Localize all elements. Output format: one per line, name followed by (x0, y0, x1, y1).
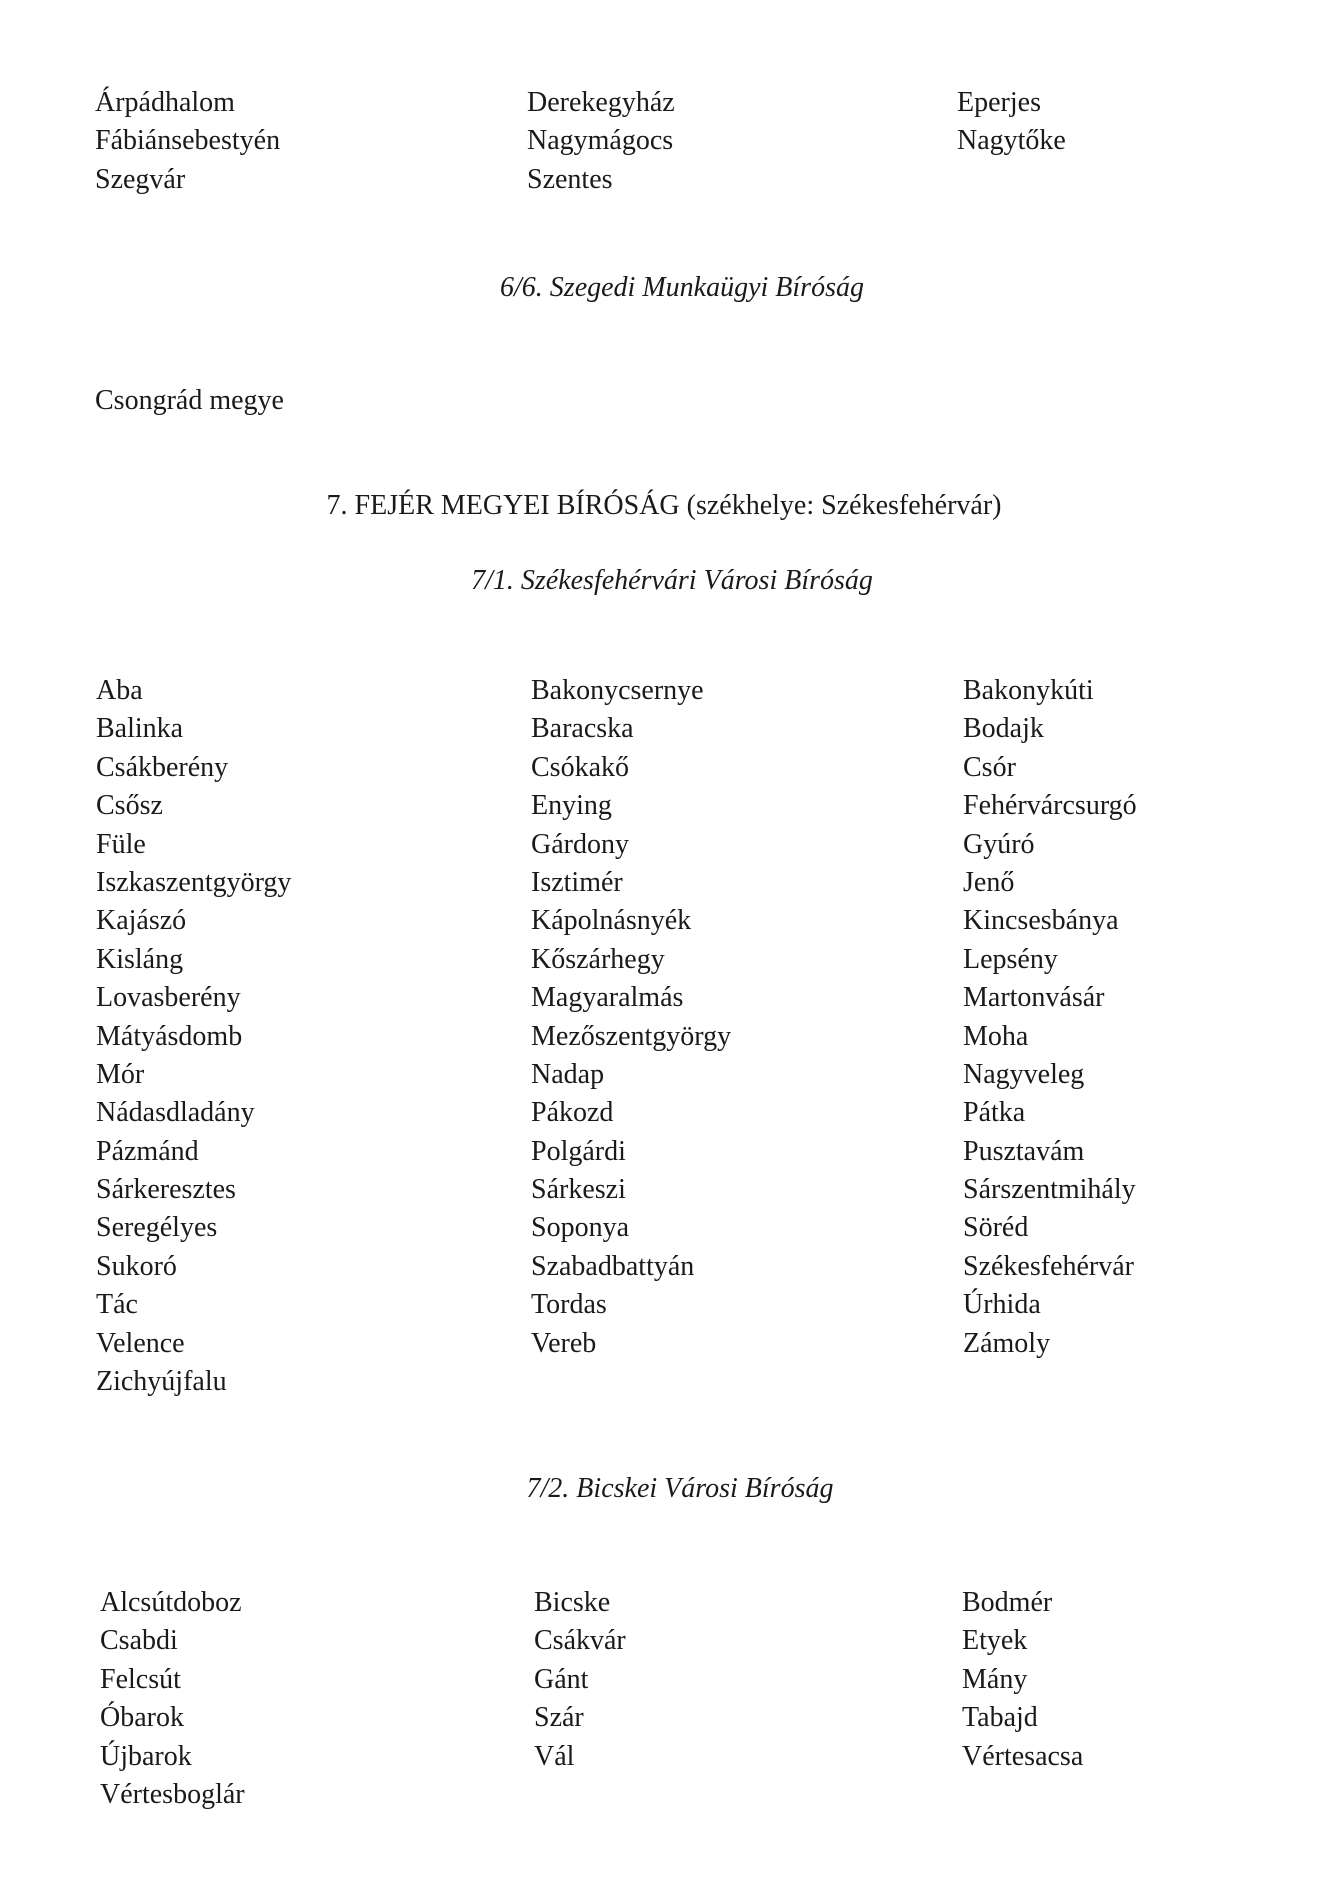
municipality-name: Mezőszentgyörgy (531, 1020, 732, 1052)
municipality-name: Nagymágocs (527, 125, 674, 157)
municipality-name: Nagyveleg (963, 1058, 1085, 1090)
municipality-name: Árpádhalom (95, 87, 235, 118)
municipality-name: Fehérvárcsurgó (963, 790, 1137, 822)
municipality-name: Csősz (96, 790, 163, 822)
municipality-name: Szegvár (95, 163, 186, 195)
municipality-name: Kajászó (96, 905, 187, 937)
municipality-name: Kincsesbánya (963, 905, 1119, 937)
municipality-name: Tác (96, 1289, 138, 1321)
municipality-name: Újbarok (100, 1740, 192, 1772)
municipality-name: Tabajd (962, 1702, 1038, 1734)
list-7-2-column-1 (100, 1584, 245, 1814)
municipality-name: Szabadbattyán (531, 1250, 695, 1282)
list-7-1-column-3 (963, 672, 1137, 1363)
municipality-name: Aba (96, 675, 143, 706)
csongrad-megye-label: Csongrád megye (95, 385, 284, 416)
municipality-name: Óbarok (100, 1702, 184, 1734)
municipality-name: Kőszárhegy (531, 943, 665, 975)
municipality-name: Lovasberény (96, 982, 241, 1014)
municipality-name: Baracska (531, 713, 634, 745)
municipality-name: Úrhida (963, 1289, 1041, 1321)
municipality-name: Csókakő (531, 751, 629, 783)
csongrad-list-column-1 (95, 84, 280, 199)
municipality-name: Gánt (534, 1663, 589, 1695)
municipality-name: Vértesacsa (962, 1740, 1084, 1772)
municipality-name: Kápolnásnyék (531, 905, 692, 937)
municipality-name: Gyúró (963, 828, 1035, 860)
heading-7-1: 7/1. Székesfehérvári Városi Bíróság (471, 565, 873, 596)
municipality-name: Alcsútdoboz (100, 1587, 242, 1618)
municipality-name: Vértesboglár (100, 1778, 245, 1810)
municipality-name: Csákberény (96, 751, 229, 783)
municipality-name: Csór (963, 751, 1016, 783)
municipality-name: Martonvásár (963, 982, 1105, 1014)
municipality-name: Bodmér (962, 1587, 1053, 1618)
csongrad-list-column-3 (957, 84, 1066, 161)
csongrad-list-column-2 (527, 84, 675, 199)
municipality-name: Lepsény (963, 943, 1058, 975)
municipality-name: Polgárdi (531, 1135, 626, 1167)
municipality-name: Füle (96, 828, 146, 860)
municipality-name: Nadap (531, 1058, 605, 1090)
municipality-name: Mány (962, 1663, 1028, 1695)
municipality-name: Mátyásdomb (96, 1020, 243, 1052)
municipality-name: Magyaralmás (531, 982, 684, 1014)
municipality-name: Enying (531, 790, 612, 822)
municipality-name: Pákozd (531, 1097, 614, 1129)
municipality-name: Bodajk (963, 713, 1044, 745)
municipality-name: Bakonycsernye (531, 675, 704, 706)
municipality-name: Gárdony (531, 828, 629, 860)
municipality-name: Sárkeszi (531, 1174, 626, 1206)
municipality-name: Jenő (963, 866, 1015, 898)
municipality-name: Zámoly (963, 1327, 1051, 1359)
list-7-1-column-1 (96, 672, 291, 1401)
municipality-name: Pátka (963, 1097, 1026, 1129)
list-7-2-column-3 (962, 1584, 1083, 1776)
municipality-name: Balinka (96, 713, 184, 745)
municipality-name: Fábiánsebestyén (95, 125, 281, 157)
municipality-name: Etyek (962, 1625, 1028, 1657)
municipality-name: Seregélyes (96, 1212, 218, 1244)
municipality-name: Moha (963, 1020, 1029, 1052)
list-7-1-column-2 (531, 672, 731, 1363)
municipality-name: Soponya (531, 1212, 629, 1244)
municipality-name: Felcsút (100, 1663, 181, 1695)
municipality-name: Szár (534, 1702, 584, 1734)
municipality-name: Bakonykúti (963, 675, 1094, 706)
list-7-2-column-2 (534, 1584, 626, 1776)
municipality-name: Mór (96, 1058, 145, 1090)
municipality-name: Söréd (963, 1212, 1029, 1244)
municipality-name: Bicske (534, 1587, 611, 1618)
heading-7-fejer-megyei-birosag: 7. FEJÉR MEGYEI BÍRÓSÁG (székhelye: Székesfehérvár) (326, 490, 1002, 521)
municipality-name: Derekegyház (527, 87, 675, 118)
municipality-name: Sukoró (96, 1250, 177, 1282)
municipality-name: Vereb (531, 1327, 597, 1359)
municipality-name: Tordas (531, 1289, 607, 1321)
municipality-name: Pázmánd (96, 1135, 199, 1167)
municipality-name: Székesfehérvár (963, 1250, 1135, 1282)
municipality-name: Nádasdladány (96, 1097, 255, 1129)
municipality-name: Eperjes (957, 87, 1041, 118)
municipality-name: Vál (534, 1740, 575, 1772)
municipality-name: Csabdi (100, 1625, 178, 1657)
municipality-name: Sárszentmihály (963, 1174, 1136, 1206)
municipality-name: Csákvár (534, 1625, 626, 1657)
municipality-name: Szentes (527, 163, 613, 195)
municipality-name: Sárkeresztes (96, 1174, 236, 1206)
heading-6-6: 6/6. Szegedi Munkaügyi Bíróság (500, 272, 864, 303)
municipality-name: Pusztavám (963, 1135, 1085, 1167)
municipality-name: Velence (96, 1327, 185, 1359)
municipality-name: Kisláng (96, 943, 184, 975)
municipality-name: Isztimér (531, 866, 623, 898)
municipality-name: Nagytőke (957, 125, 1066, 157)
heading-7-2: 7/2. Bicskei Városi Bíróság (526, 1473, 834, 1504)
municipality-name: Iszkaszentgyörgy (96, 866, 292, 898)
municipality-name: Zichyújfalu (96, 1366, 227, 1398)
